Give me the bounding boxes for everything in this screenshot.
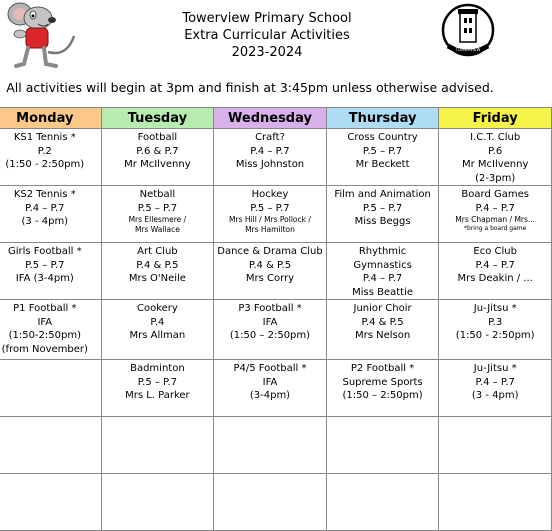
activity-cell: Dance & Drama Club P.4 & P.5 Mrs Corry bbox=[214, 243, 327, 300]
activity-cell: Badminton P.5 – P.7 Mrs L. Parker bbox=[101, 360, 214, 417]
activity-cell bbox=[214, 474, 327, 531]
activity-cell: KS1 Tennis * P.2 (1:50 - 2:50pm) bbox=[0, 129, 101, 186]
activity-cell: Cross Country P.5 – P.7 Mr Beckett bbox=[326, 129, 439, 186]
activity-cell: Girls Football * P.5 – P.7 IFA (3-4pm) bbox=[0, 243, 101, 300]
table-row bbox=[0, 186, 552, 243]
activity-cell: Ju-Jitsu * P.3 (1:50 - 2:50pm) bbox=[439, 300, 552, 360]
day-header-wednesday: Wednesday bbox=[214, 108, 327, 129]
activity-cell bbox=[0, 474, 101, 531]
activity-cell bbox=[214, 417, 327, 474]
activity-cell bbox=[326, 474, 439, 531]
table-row bbox=[0, 129, 552, 186]
activity-cell: Film and Animation P.5 – P.7 Miss Beggs bbox=[326, 186, 439, 243]
activity-cell: Netball P.5 – P.7 Mrs Ellesmere / Mrs Wallace bbox=[101, 186, 214, 243]
school-crest-logo bbox=[440, 2, 496, 62]
activity-cell bbox=[101, 474, 214, 531]
activity-cell: I.C.T. Club P.6 Mr McIlvenny (2-3pm) bbox=[439, 129, 552, 186]
activity-cell: Art Club P.4 & P.5 Mrs O'Neile bbox=[101, 243, 214, 300]
activity-cell: P3 Football * IFA (1:50 – 2:50pm) bbox=[214, 300, 327, 360]
header-titles bbox=[100, 10, 434, 61]
activity-cell: Junior Choir P.4 & P.5 Mrs Nelson bbox=[326, 300, 439, 360]
activity-cell bbox=[439, 417, 552, 474]
activity-cell: Hockey P.5 – P.7 Mrs Hill / Mrs Pollock / Mrs Hamilton bbox=[214, 186, 327, 243]
activity-cell: KS2 Tennis * P.4 – P.7 (3 - 4pm) bbox=[0, 186, 101, 243]
activity-cell bbox=[326, 417, 439, 474]
day-header-thursday: Thursday bbox=[326, 108, 439, 129]
activity-cell: Football P.6 & P.7 Mr McIlvenny bbox=[101, 129, 214, 186]
table-row bbox=[0, 300, 552, 360]
activity-cell bbox=[0, 417, 101, 474]
table-row bbox=[0, 360, 552, 417]
activity-cell: P4/5 Football * IFA (3-4pm) bbox=[214, 360, 327, 417]
page-subtitle: Extra Curricular Activities bbox=[184, 28, 350, 43]
activity-cell bbox=[439, 474, 552, 531]
school-year: 2023-2024 bbox=[231, 45, 303, 60]
table-row bbox=[0, 243, 552, 300]
table-row bbox=[0, 417, 552, 474]
day-header-monday: Monday bbox=[0, 108, 101, 129]
activity-cell: Eco Club P.4 – P.7 Mrs Deakin / ... bbox=[439, 243, 552, 300]
day-header-row bbox=[0, 108, 552, 129]
activity-cell: Ju-Jitsu * P.4 – P.7 (3 - 4pm) bbox=[439, 360, 552, 417]
activity-cell bbox=[0, 360, 101, 417]
activity-cell bbox=[101, 417, 214, 474]
crest-banner-text: TOWERVIEW bbox=[455, 47, 481, 52]
school-name: Towerview Primary School bbox=[182, 11, 352, 26]
timing-notice: All activities will begin at 3pm and finish at 3:45pm unless otherwise advised. bbox=[6, 80, 494, 95]
activity-cell: Board Games P.4 – P.7 Mrs Chapman / Mrs... *bring a board game bbox=[439, 186, 552, 243]
mascot-rat-logo bbox=[0, 0, 78, 72]
table-row bbox=[0, 474, 552, 531]
day-header-tuesday: Tuesday bbox=[101, 108, 214, 129]
activity-cell: Cookery P.4 Mrs Allman bbox=[101, 300, 214, 360]
activity-cell: Rhythmic Gymnastics P.4 – P.7 Miss Beattie bbox=[326, 243, 439, 300]
activity-cell: P1 Football * IFA (1:50-2:50pm) (from November) bbox=[0, 300, 101, 360]
day-header-friday: Friday bbox=[439, 108, 552, 129]
activities-timetable bbox=[0, 107, 552, 531]
activity-cell: Craft? P.4 – P.7 Miss Johnston bbox=[214, 129, 327, 186]
activity-cell: P2 Football * Supreme Sports (1:50 – 2:50pm) bbox=[326, 360, 439, 417]
